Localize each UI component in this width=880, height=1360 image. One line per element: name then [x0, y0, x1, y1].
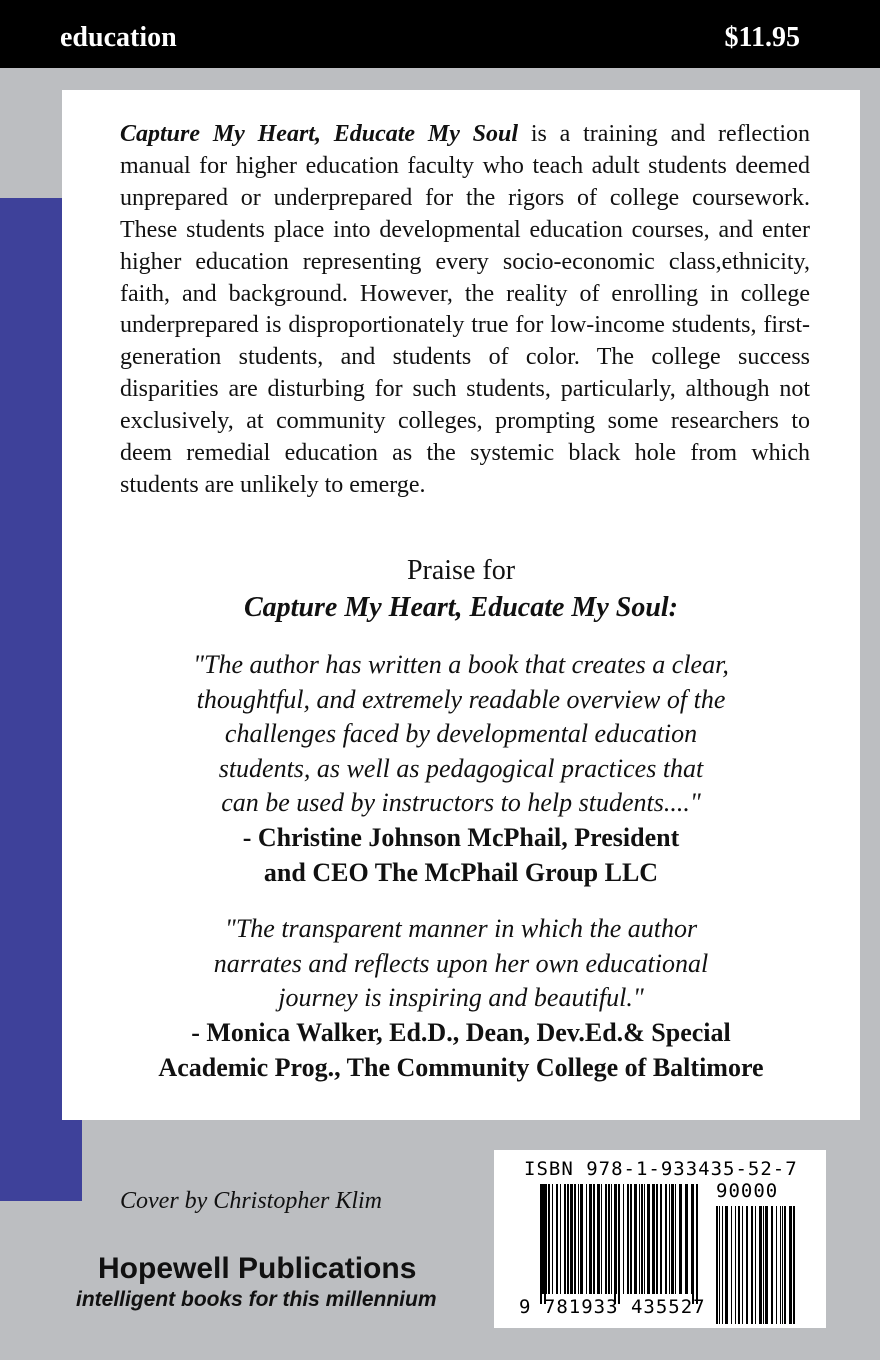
- publisher-tagline: intelligent books for this millennium: [76, 1288, 437, 1311]
- attribution-line: and CEO The McPhail Group LLC: [263, 857, 659, 887]
- quote-line: "The transparent manner in which the author: [224, 914, 698, 943]
- praise-quote-2: [62, 912, 860, 1016]
- cover-credit: Cover by Christopher Klim: [120, 1188, 382, 1214]
- praise-quote-1: [62, 648, 860, 821]
- barcode-addon-number: 90000: [716, 1180, 779, 1202]
- quote-line: challenges faced by developmental education: [224, 719, 698, 748]
- praise-heading: Praise for: [406, 555, 516, 586]
- quote-line: students, as well as pedagogical practices that: [218, 753, 704, 783]
- attribution-line: Academic Prog., The Community College of Baltimore: [158, 1052, 764, 1082]
- genre-label: education: [60, 22, 177, 53]
- praise-book-title: Capture My Heart, Educate My Soul:: [243, 592, 678, 623]
- quote-line: journey is inspiring and beautiful.": [278, 983, 644, 1012]
- barcode-box: [494, 1150, 826, 1328]
- attribution-line: - Christine Johnson McPhail, President: [242, 823, 680, 852]
- barcode-digits: 9 781933 435527: [519, 1296, 706, 1318]
- quote-line: thoughtful, and extremely readable overview of the: [196, 684, 726, 714]
- top-bar: [0, 0, 880, 68]
- quote-line: narrates and reflects upon her own educational: [213, 948, 709, 978]
- isbn-label: ISBN 978-1-933435-52-7: [524, 1158, 798, 1180]
- book-title-inline: Capture My Heart, Educate My Soul: [120, 121, 519, 147]
- price-label: $11.95: [724, 22, 800, 53]
- praise-attribution-2: [62, 1016, 860, 1085]
- book-description: [120, 119, 810, 502]
- quote-line: can be used by instructors to help students....": [221, 788, 701, 817]
- attribution-line: - Monica Walker, Ed.D., Dean, Dev.Ed.& Special: [191, 1018, 731, 1047]
- book-description-text: is a training and reflection manual for higher education faculty who teach adult students deemed unprepared or underprepared for the rigors of college coursework. These students place into developmental education courses, and enter higher education representing every socio-economic class,ethnicity, faith, and background. However, the reality of enrolling in college underprepared is disproportionately true for low-income students, first-generation students, and students of color. The college success disparities are disturbing for such students, particularly, although not exclusively, at community colleges, prompting some researchers to deem remedial education as the systemic black hole from which students are unlikely to emerge.: [120, 121, 811, 498]
- quote-line: "The author has written a book that creates a clear,: [193, 650, 729, 679]
- praise-attribution-1: [62, 821, 860, 890]
- publisher-name: Hopewell Publications: [98, 1252, 417, 1285]
